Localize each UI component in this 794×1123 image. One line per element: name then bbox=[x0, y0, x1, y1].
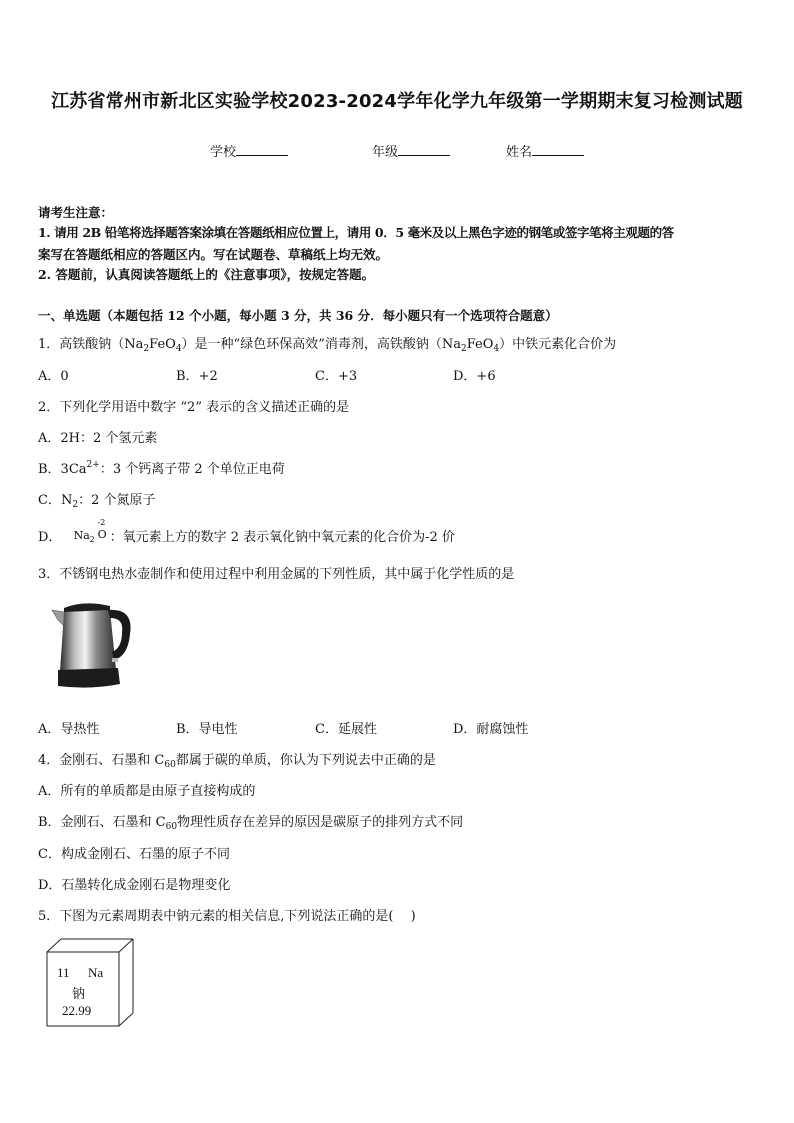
q4-b-sub: 60 bbox=[165, 822, 178, 832]
q4-sub: 60 bbox=[164, 760, 176, 770]
q1-sub-3: 2 bbox=[460, 344, 467, 354]
q1-text-e: ）中铁元素化合价为 bbox=[499, 337, 617, 352]
q2-c-sub: 2 bbox=[72, 500, 79, 510]
q1-sub-1: 2 bbox=[143, 344, 150, 354]
formula-sub: 2 bbox=[89, 535, 95, 544]
q2-option-a[interactable]: A．2H：2 个氢元素 bbox=[38, 431, 158, 446]
q2-b-text-b: ：3 个钙离子带 2 个单位正电荷 bbox=[99, 462, 285, 477]
q1-text-b: FeO bbox=[149, 337, 176, 352]
page-title: 江苏省常州市新北区实验学校2023-2024学年化学九年级第一学期期末复习检测试题 bbox=[51, 91, 743, 112]
element-atomic-number: 11 bbox=[57, 965, 70, 980]
grade-field bbox=[372, 141, 450, 160]
kettle-image bbox=[50, 598, 140, 694]
q2-d-text-b: ：氧元素上方的数字 2 表示氧化钠中氧元素的化合价为-2 价 bbox=[109, 530, 455, 545]
school-label: 学校 bbox=[210, 145, 237, 160]
question-3-stem: 3．不锈钢电热水壶制作和使用过程中利用金属的下列性质，其中属于化学性质的是 bbox=[38, 567, 515, 582]
q1-option-a[interactable]: A．0 bbox=[38, 369, 69, 384]
element-symbol: Na bbox=[88, 965, 104, 980]
q2-b-text-a: B．3Ca bbox=[38, 462, 87, 477]
q2-d-text-a: D． bbox=[38, 530, 62, 545]
q3-option-a[interactable]: A．导热性 bbox=[38, 722, 100, 737]
name-field bbox=[506, 141, 584, 160]
q1-option-b[interactable]: B．+2 bbox=[176, 369, 218, 384]
q4-b-text-b: 物理性质存在差异的原因是碳原子的排列方式不同 bbox=[177, 815, 464, 830]
notice-heading: 请考生注意： bbox=[38, 205, 114, 220]
question-5-stem: 5．下图为元素周期表中钠元素的相关信息,下列说法正确的是( ) bbox=[38, 909, 416, 924]
question-1-stem bbox=[38, 333, 616, 354]
grade-label: 年级 bbox=[372, 145, 399, 160]
q4-text-a: 4．金刚石、石墨和 C bbox=[38, 753, 165, 768]
grade-blank bbox=[398, 143, 450, 156]
q1-sub-2: 4 bbox=[175, 344, 182, 354]
q3-option-c[interactable]: C．延展性 bbox=[315, 722, 377, 737]
q1-sub-4: 4 bbox=[493, 344, 500, 354]
section-heading: 一、单选题（本题包括 12 个小题，每小题 3 分，共 36 分．每小题只有一个选项符合题意） bbox=[38, 308, 558, 323]
question-4-stem bbox=[38, 749, 436, 770]
name-label: 姓名 bbox=[506, 145, 533, 160]
q1-text-d: FeO bbox=[466, 337, 494, 352]
q3-option-d[interactable]: D．耐腐蚀性 bbox=[453, 722, 529, 737]
q2-c-text-b: ：2 个氮原子 bbox=[78, 493, 156, 508]
q4-option-d[interactable]: D．石墨转化成金刚石是物理变化 bbox=[38, 878, 231, 893]
q1-text-a: 1．高铁酸钠（Na bbox=[38, 337, 144, 352]
q4-b-text-a: B．金刚石、石墨和 C bbox=[38, 815, 166, 830]
q2-option-c[interactable] bbox=[38, 489, 155, 510]
q4-option-c[interactable]: C．构成金刚石、石墨的原子不同 bbox=[38, 847, 230, 862]
q2-c-text-a: C．N bbox=[38, 493, 73, 508]
q2-b-sup: 2+ bbox=[86, 460, 100, 470]
formula-sup: -2 bbox=[97, 518, 106, 527]
sodium-oxide-formula bbox=[73, 518, 110, 544]
name-blank bbox=[532, 143, 584, 156]
notice-line-1a: 1. 请用 2B 铅笔将选择题答案涂填在答题纸相应位置上，请用 0．5 毫米及以上黑色字迹的钢笔或签字笔将主观题的答 bbox=[38, 225, 674, 240]
q1-text-c: ）是一种“绿色环保高效”消毒剂，高铁酸钠（Na bbox=[181, 337, 461, 352]
formula-o: O bbox=[97, 528, 107, 541]
element-mass: 22.99 bbox=[62, 1003, 92, 1018]
element-name: 钠 bbox=[72, 986, 86, 1001]
q4-option-a[interactable]: A．所有的单质都是由原子直接构成的 bbox=[38, 784, 256, 799]
q4-text-b: 都属于碳的单质，你认为下列说去中正确的是 bbox=[175, 753, 436, 768]
q1-option-c[interactable]: C．+3 bbox=[315, 369, 358, 384]
school-field bbox=[210, 141, 288, 160]
school-blank bbox=[236, 143, 288, 156]
formula-na: Na bbox=[73, 529, 90, 542]
q1-option-d[interactable]: D．+6 bbox=[453, 369, 496, 384]
notice-line-1b: 案写在答题纸相应的答题区内。写在试题卷、草稿纸上均无效。 bbox=[38, 247, 389, 262]
notice-line-2: 2. 答题前，认真阅读答题纸上的《注意事项》，按规定答题。 bbox=[38, 267, 375, 282]
q3-option-b[interactable]: B．导电性 bbox=[176, 722, 238, 737]
question-2-stem: 2．下列化学用语中数字 “2” 表示的含义描述正确的是 bbox=[38, 400, 350, 415]
q2-option-b[interactable] bbox=[38, 458, 285, 477]
q2-option-d[interactable] bbox=[38, 518, 455, 545]
q4-option-b[interactable] bbox=[38, 811, 463, 832]
